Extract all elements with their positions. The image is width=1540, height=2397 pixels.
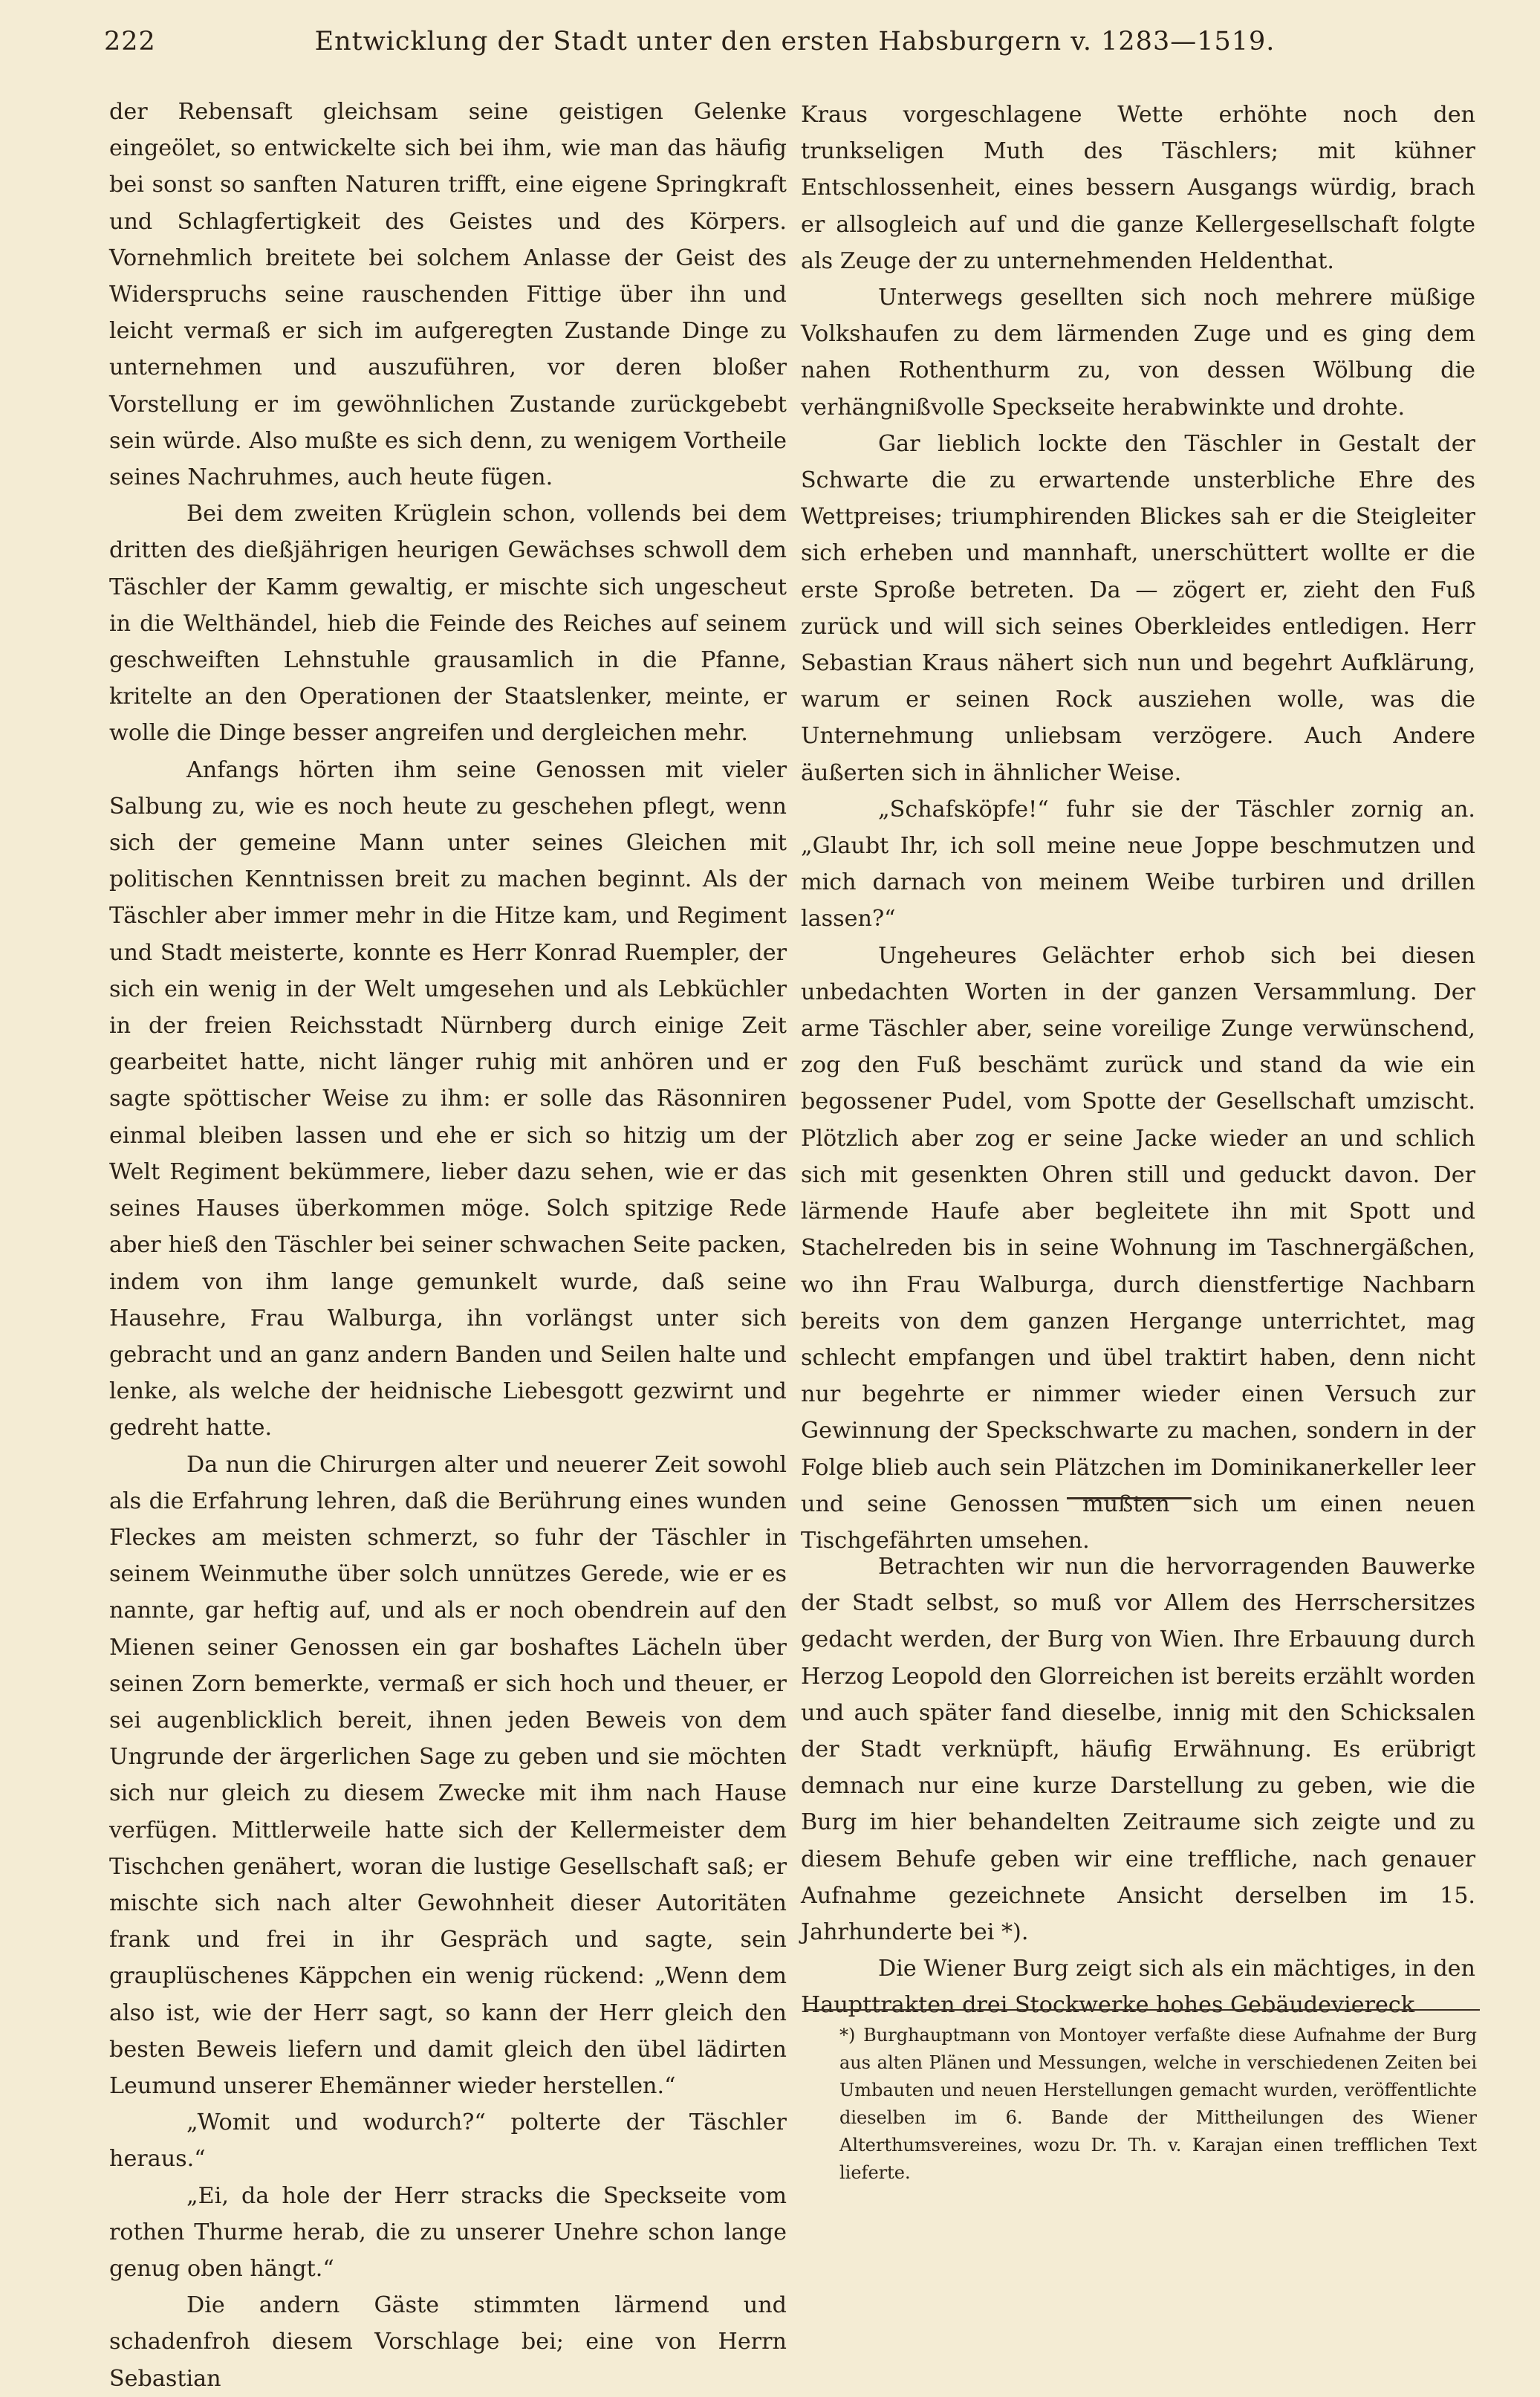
footnote: *) Burghauptmann von Montoyer verfaßte diese Aufnahme der Burg aus alten Plänen und Messungen, welche in verschiedenen Zeiten bei Umbauten und neuen Herstellungen gemacht wurden, veröffentlichte dieselben im 6. Bande der Mittheilungen des Wiener Alterthumsvereines, wozu Dr. Th. v. Karajan einen trefflichen Text lieferte. bbox=[839, 2025, 1477, 2183]
right-column bbox=[801, 97, 1475, 1559]
paragraph: Bei dem zweiten Krüglein schon, vollends bei dem dritten des dießjährigen heurigen Gewächses schwoll dem Täschler der Kamm gewaltig, er mischte sich ungescheut in die Welthändel, hieb die Feinde des Reiches auf seinem geschweiften Lehnstuhle grausamlich in die Pfanne, kritelte an den Operationen der Staatslenker, meinte, er wolle die Dinge besser angreifen und dergleichen mehr. bbox=[109, 501, 787, 747]
page-header bbox=[104, 27, 1463, 64]
paragraph: „Ei, da hole der Herr stracks die Speckseite vom rothen Thurme herab, die zu unserer Unehre schon lange genug oben hängt.“ bbox=[109, 2182, 787, 2282]
paragraph: der Rebensaft gleichsam seine geistigen Gelenke eingeölet, so entwickelte sich bei ihm, wie man das häufig bei sonst so sanften Naturen trifft, eine eigene Springkraft und Schlagfertigkeit des Geistes und des Körpers. Vornehmlich breitete bei solchem Anlasse der Geist des Widerspruchs seine rauschenden Fittige über ihn und leicht vermaß er sich im aufgeregten Zustande Dinge zu unternehmen und auszuführen, vor deren bloßer Vorstellung er im gewöhnlichen Zustande zurückgebebt sein würde. Also mußte es sich denn, zu wenigem Vortheile seines Nachruhmes, auch heute fügen. bbox=[109, 99, 787, 491]
paragraph: Betrachten wir nun die hervorragenden Bauwerke der Stadt selbst, so muß vor Allem des Herrschersitzes gedacht werden, der Burg von Wien. Ihre Erbauung durch Herzog Leopold den Glorreichen ist bereits erzählt worden und auch später fand dieselbe, innig mit den Schicksalen der Stadt verknüpft, häufig Erwähnung. Es erübrigt demnach nur eine kurze Darstellung zu geben, wie die Burg im hier behandelten Zeitraume sich zeigte und zu diesem Behufe geben wir eine treffliche, nach genauer Aufnahme gezeichnete Ansicht derselben im 15. Jahrhunderte bei *). bbox=[801, 1554, 1475, 1946]
section-divider bbox=[1067, 1497, 1192, 1499]
paragraph: Anfangs hörten ihm seine Genossen mit vieler Salbung zu, wie es noch heute zu geschehen pflegt, wenn sich der gemeine Mann unter seines Gleichen mit politischen Kenntnissen breit zu machen beginnt. Als der Täschler aber immer mehr in die Hitze kam, und Regiment und Stadt meisterte, konnte es Herr Konrad Ruempler, der sich ein wenig in der Welt umgesehen und als Lebküchler in der freien Reichsstadt Nürnberg durch einige Zeit gearbeitet hatte, nicht länger ruhig mit anhören und er sagte spöttischer Weise zu ihm: er solle das Räsonniren einmal bleiben lassen und ehe er sich so hitzig um der Welt Regiment bekümmere, lieber dazu sehen, wie er das seines Hauses überkommen möge. Solch spitzige Rede aber hieß den Täschler bei seiner schwachen Seite packen, indem von ihm lange gemunkelt wurde, daß seine Hausehre, Frau Walburga, ihn vorlängst unter sich gebracht und an ganz andern Banden und Seilen halte und lenke, als welche der heidnische Liebesgott gezwirnt und gedreht hatte. bbox=[109, 756, 787, 1441]
paragraph: „Womit und wodurch?“ polterte der Täschler heraus.“ bbox=[109, 2109, 787, 2173]
footnote-rule bbox=[805, 2009, 1480, 2011]
page-number: 222 bbox=[104, 27, 156, 56]
paragraph: „Schafsköpfe!“ fuhr sie der Täschler zornig an. „Glaubt Ihr, ich soll meine neue Joppe beschmutzen und mich darnach von meinem Weibe turbiren und drillen lassen?“ bbox=[801, 796, 1475, 932]
paragraph: Die Wiener Burg zeigt sich als ein mächtiges, in den Haupttrakten drei Stockwerke hohes Gebäudeviereck bbox=[801, 1956, 1475, 2019]
paragraph: Kraus vorgeschlagene Wette erhöhte noch den trunkseligen Muth des Täschlers; mit kühner Entschlossenheit, eines bessern Ausgangs würdig, brach er allsogleich auf und die ganze Kellergesellschaft folgte als Zeuge der zu unternehmenden Heldenthat. bbox=[801, 102, 1475, 274]
left-column bbox=[109, 94, 787, 2397]
section-burg-von-wien bbox=[801, 1548, 1475, 2024]
paragraph: Gar lieblich lockte den Täschler in Gestalt der Schwarte die zu erwartende unsterbliche Ehre des Wettpreises; triumphirenden Blickes sah er die Steigleiter sich erheben und mannhaft, unerschüttert wollte er die erste Sproße betreten. Da — zögert er, zieht den Fuß zurück und will sich seines Oberkleides entledigen. Herr Sebastian Kraus nähert sich nun und begehrt Aufklärung, warum er seinen Rock ausziehen wolle, was die Unternehmung unliebsam verzögere. Auch Andere äußerten sich in ähnlicher Weise. bbox=[801, 430, 1475, 786]
running-title: Entwicklung der Stadt unter den ersten Habsburgern v. 1283—1519. bbox=[314, 27, 1276, 56]
paragraph: Die andern Gäste stimmten lärmend und schadenfroh diesem Vorschlage bei; eine von Herrn Sebastian bbox=[109, 2292, 787, 2392]
paragraph: Ungeheures Gelächter erhob sich bei diesen unbedachten Worten in der ganzen Versammlung. Der arme Täschler aber, seine voreilige Zunge verwünschend, zog den Fuß beschämt zurück und stand da wie ein begossener Pudel, vom Spotte der Gesellschaft umzischt. Plötzlich aber zog er seine Jacke wieder an und schlich sich mit gesenkten Ohren still und geduckt davon. Der lärmende Haufe aber begleitete ihn mit Spott und Stachelreden bis in seine Wohnung im Taschnergäßchen, wo ihn Frau Walburga, durch dienstfertige Nachbarn bereits von dem ganzen Hergange unterrichtet, mag schlecht empfangen und übel traktirt haben, denn nicht nur begehrte er nimmer wieder einen Versuch zur Gewinnung der Speckschwarte zu machen, sondern in der Folge blieb auch sein Plätzchen im Dominikanerkeller leer und seine Genossen mußten sich um einen neuen Tischgefährten umsehen. bbox=[801, 942, 1475, 1554]
paragraph: Unterwegs gesellten sich noch mehrere müßige Volkshaufen zu dem lärmenden Zuge und es ging dem nahen Rothenthurm zu, von dessen Wölbung die verhängnißvolle Speckseite herabwinkte und drohte. bbox=[801, 285, 1475, 421]
paragraph: Da nun die Chirurgen alter und neuerer Zeit sowohl als die Erfahrung lehren, daß die Berührung eines wunden Fleckes am meisten schmerzt, so fuhr der Täschler in seinem Weinmuthe über solch unnützes Gerede, wie er es nannte, gar heftig auf, und als er noch obendrein auf den Mienen seiner Genossen ein gar boshaftes Lächeln über seinen Zorn bemerkte, vermaß er sich hoch und theuer, er sei augenblicklich bereit, ihnen jeden Beweis von dem Ungrunde der ärgerlichen Sage zu geben und sie möchten sich nur gleich zu diesem Zwecke mit ihm nach Hause verfügen. Mittlerweile hatte sich der Kellermeister dem Tischchen genähert, woran die lustige Gesellschaft saß; er mischte sich nach alter Gewohnheit dieser Autoritäten frank und frei in ihr Gespräch und sagte, sein grauplüschenes Käppchen ein wenig rückend: „Wenn dem also ist, wie der Herr sagt, so kann der Herr gleich den besten Beweis liefern und damit gleich den übel lädirten Leumund unserer Ehemänner wieder herstellen.“ bbox=[109, 1451, 787, 2099]
